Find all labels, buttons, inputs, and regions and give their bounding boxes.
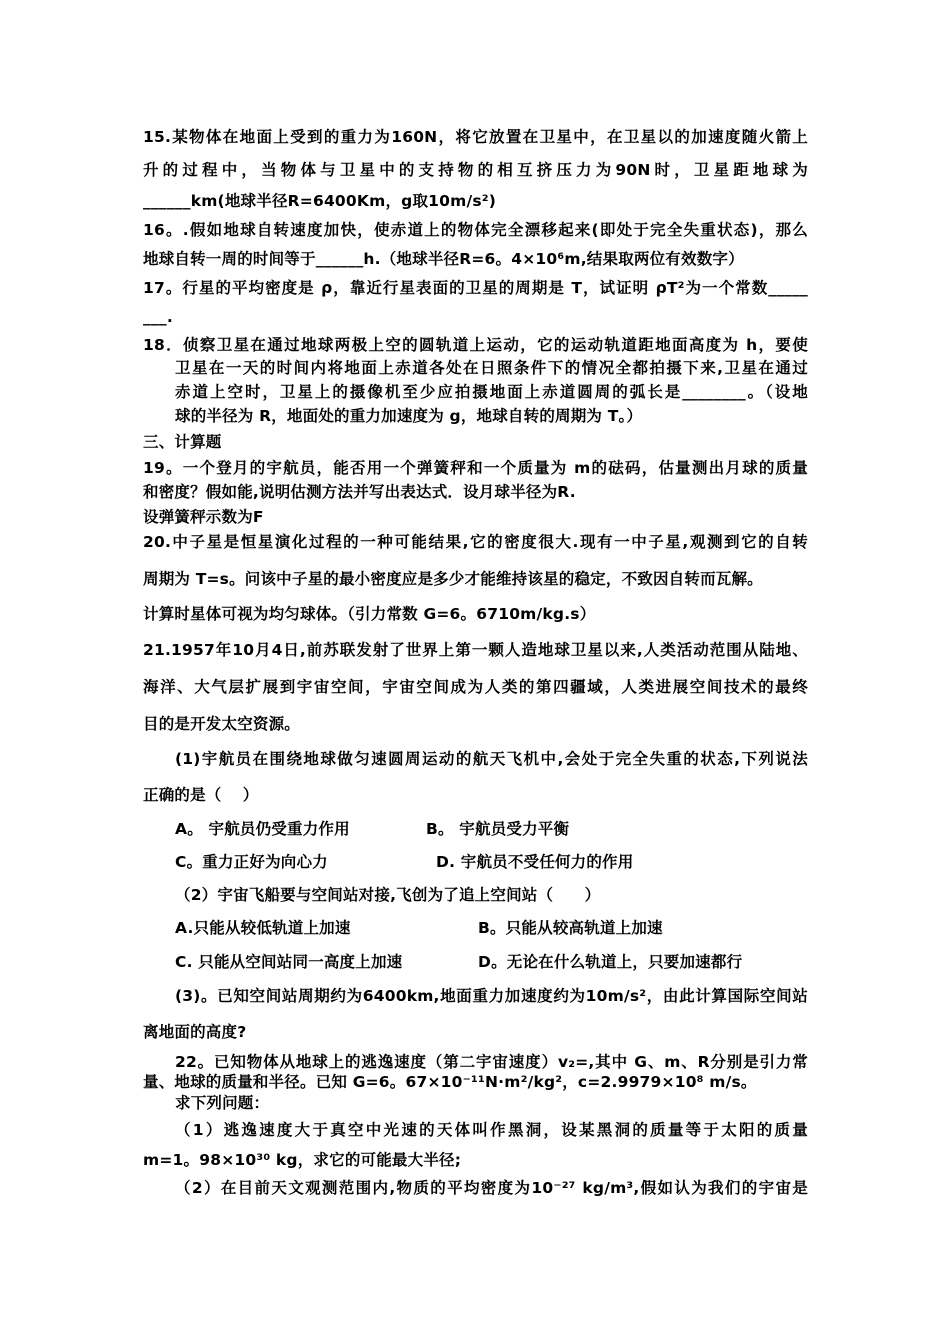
question-15-line-1: 15.某物体在地面上受到的重力为160N，将它放置在卫星中，在卫星以的加速度随火箭上	[143, 128, 808, 146]
option-a: A.只能从较低轨道上加速	[175, 919, 351, 937]
question-20-line-2: 周期为 T=s。问该中子星的最小密度应是多少才能维持该星的稳定，不致因自转而瓦解。	[143, 570, 763, 588]
question-18-line-3: 赤道上空时，卫星上的摄像机至少应拍摄地面上赤道圆周的弧长是________。（设地	[175, 383, 808, 401]
option-d: D。无论在什么轨道上，只要加速都行	[478, 953, 743, 971]
section-heading: 三、计算题	[143, 433, 222, 451]
question-16-line-2: 地球自转一周的时间等于______h.（地球半径R=6。4×10⁶m,结果取两位有效数字）	[143, 250, 744, 268]
option-b: B。 宇航员受力平衡	[426, 820, 570, 838]
option-c: C. 只能从空间站同一高度上加速	[175, 953, 403, 971]
question-21-part-3-line-1: (3)。已知空间站周期约为6400km,地面重力加速度约为10m/s²，由此计算国际空间站	[175, 987, 808, 1005]
question-21-part-1-line-1: (1)宇航员在围绕地球做匀速圆周运动的航天飞机中,会处于完全失重的状态,下列说法	[175, 750, 808, 768]
question-22-line-1: 22。已知物体从地球上的逃逸速度（第二宇宙速度）v₂=,其中 G、m、R分别是引力常	[175, 1053, 808, 1071]
question-22-part-1-line-2: m=1。98×10³⁰ kg，求它的可能最大半径;	[143, 1151, 462, 1169]
question-18-line-1: 18．侦察卫星在通过地球两极上空的圆轨道上运动，它的运动轨道距地面高度为 h，要使	[143, 336, 808, 354]
question-17-line-2: ___.	[143, 308, 173, 326]
question-15-line-2: 升的过程中，当物体与卫星中的支持物的相互挤压力为90N时，卫星距地球为	[143, 161, 808, 179]
question-20-line-3: 计算时星体可视为均匀球体。（引力常数 G=6。6710m/kg.s）	[143, 605, 596, 623]
question-17-line-1: 17。行星的平均密度是 ρ，靠近行星表面的卫星的周期是 T，试证明 ρT²为一个常数_____	[143, 279, 808, 297]
question-22-line-2: 量、地球的质量和半径。已知 G=6。67×10⁻¹¹N·m²/kg²，c=2.9979×10⁸ m/s。	[143, 1073, 757, 1091]
question-19-line-3: 设弹簧秤示数为F	[143, 508, 264, 526]
question-22-part-1-line-1: （1）逃逸速度大于真空中光速的天体叫作黑洞，设某黑洞的质量等于太阳的质量	[175, 1121, 808, 1139]
question-21-part-3-line-2: 离地面的高度?	[143, 1023, 247, 1041]
question-20-line-1: 20.中子星是恒星演化过程的一种可能结果,它的密度很大.现有一中子星,观测到它的自转	[143, 533, 808, 551]
question-21-part-2: （2）宇宙飞船要与空间站对接,飞创为了追上空间站（ ）	[175, 886, 601, 904]
question-22-part-2-line-1: （2）在目前天文观测范围内,物质的平均密度为10⁻²⁷ kg/m³,假如认为我们的宇宙是	[175, 1179, 808, 1197]
question-21-line-3: 目的是开发太空资源。	[143, 715, 301, 733]
question-19-line-2: 和密度？假如能,说明估测方法并写出表达式．设月球半径为R.	[143, 483, 576, 501]
question-19-line-1: 19。一个登月的宇航员，能否用一个弹簧秤和一个质量为 m的砝码，估量测出月球的质量	[143, 459, 808, 477]
option-d: D. 宇航员不受任何力的作用	[436, 853, 634, 871]
question-18-line-4: 球的半径为 R，地面处的重力加速度为 g，地球自转的周期为 T。）	[175, 407, 643, 425]
question-21-part-1-line-2: 正确的是（ ）	[143, 786, 259, 804]
question-15-line-3: ______km(地球半径R=6400Km，g取10m/s²)	[143, 192, 497, 210]
option-b: B。只能从较高轨道上加速	[478, 919, 663, 937]
question-18-line-2: 卫星在一天的时间内将地面上赤道各处在日照条件下的情况全都拍摄下来,卫星在通过	[175, 359, 808, 377]
question-16-line-1: 16。.假如地球自转速度加快，使赤道上的物体完全漂移起来(即处于完全失重状态)，那么	[143, 221, 808, 239]
question-21-line-2: 海洋、大气层扩展到宇宙空间，宇宙空间成为人类的第四疆域，人类进展空间技术的最终	[143, 678, 808, 696]
question-21-line-1: 21.1957年10月4日,前苏联发射了世界上第一颗人造地球卫星以来,人类活动范围从陆地、	[143, 641, 808, 659]
option-a: A。 宇航员仍受重力作用	[175, 820, 350, 838]
option-c: C。重力正好为向心力	[175, 853, 328, 871]
question-22-line-3: 求下列问题：	[175, 1094, 270, 1112]
